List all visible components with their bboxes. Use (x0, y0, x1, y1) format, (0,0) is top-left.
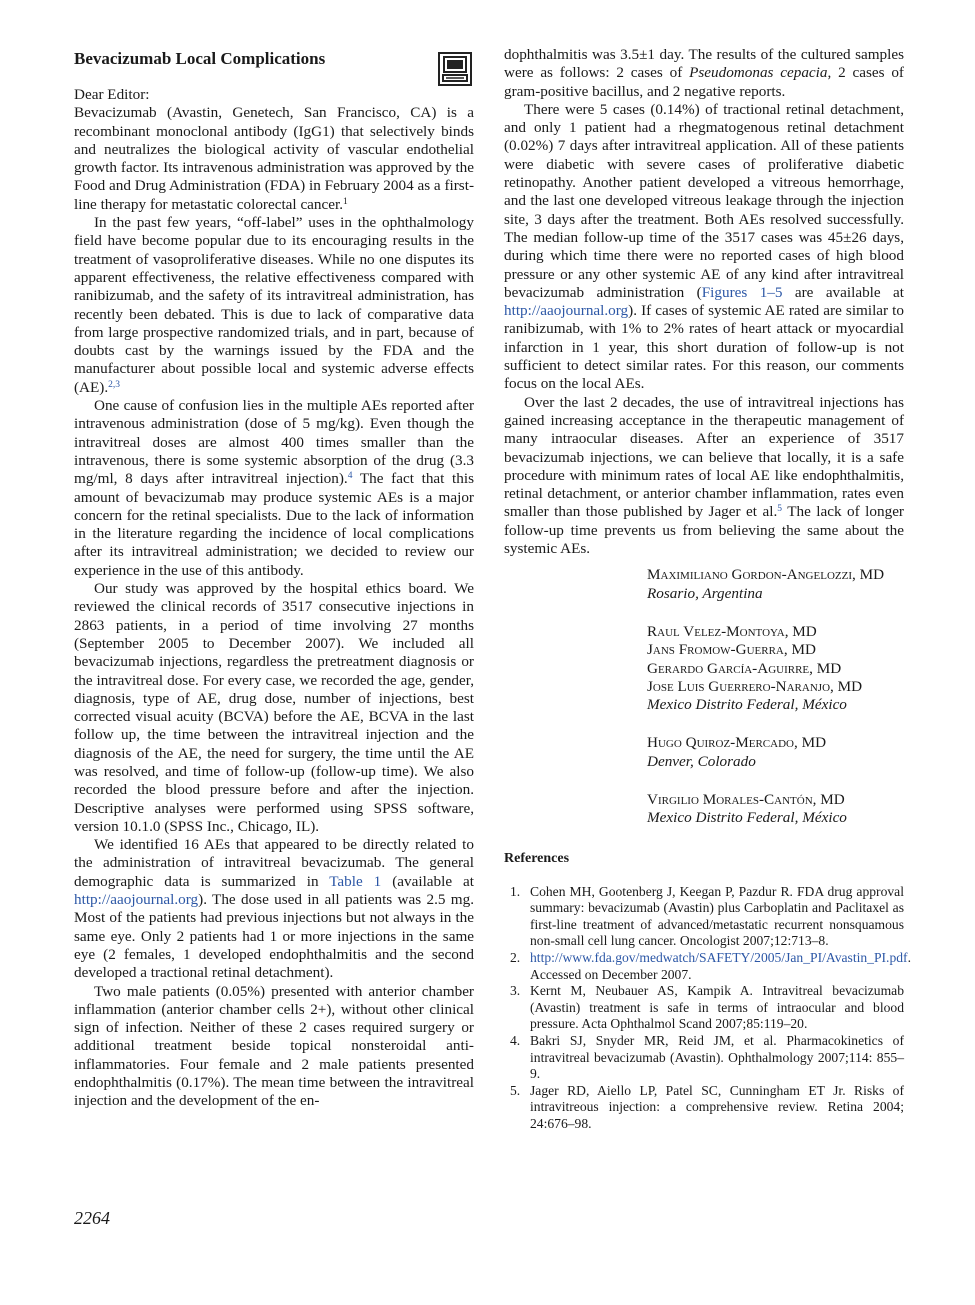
reference-item: 1. Cohen MH, Gootenberg J, Keegan P, Pazdur R. FDA drug approval summary: bevacizumab (Avastin) plus Carboplatin and Paclitaxel as first-line treatment of advanced/metastatic recurrent nonsquamous non-small cell lung cancer. Oncologist 2007;12:713–8. (510, 883, 904, 949)
paragraph: Our study was approved by the hospital ethics board. We reviewed the clinical records of 3517 consecutive injections in 2863 patients, in a period of time involving 27 months (September 2005 to December 2007). We included all bevacizumab injections, regardless the pretreatment diagnosis or the intravitreal dose. For every case, we recorded the age, gender, diagnosis, type of AE, drug dose, number of injections, best corrected visual acuity (BCVA) before the AE, BCVA in the last follow up, the time between the intravitreal injection and the diagnosis of the AE, the need for surgery, the time until the AE was resolved, and time of follow-up (follow-up time). We also recorded the blood pressure before and after the injection. Descriptive analyses were performed using SPSS software, version 10.1.0 (SPSS Inc., Chicago, IL). (74, 580, 474, 835)
author-location: Rosario, Argentina (647, 584, 763, 602)
reference-item: 5. Jager RD, Aiello LP, Patel SC, Cunningham ET Jr. Risks of intravitreous injection: a comprehensive review. Retina 2004; 24:676–98. (510, 1082, 904, 1131)
citation-link[interactable]: 5 (777, 504, 782, 515)
paragraph: We identified 16 AEs that appeared to be directly related to the administration of intravitreal bevacizumab. The general demographic data is summarized in Table 1 (available at http://aaojournal.org). The dose used in all patients was 2.5 mg. Most of the patients had previous injections but not always in the same eye. Only 2 patients had 1 or more injections in the same eye (2 females, 1 developed endophthalmitis and the second developed a tractional retinal detachment). (74, 836, 475, 982)
author-location: Mexico Distrito Federal, México (647, 809, 847, 827)
reference-item: 2. http://www.fda.gov/medwatch/SAFETY/2005/Jan_PI/Avastin_PI.pdf. Accessed on December 2007. (510, 949, 911, 982)
author-name: Raul Velez-Montoya (647, 622, 785, 640)
signature-block: Maximiliano Gordon-Angelozzi, MD Rosario, Argentina Raul Velez-Montoya, MD Jans Fromow-Guerra, MD Gerardo García-Aguirre, MD Jose Luis Guerrero-Naranjo, MD Mexico Distrito Federal, México Hugo Quiroz-Mercado, MD Denver, Colorado Virgilio Morales-Cantón, MD Mexico Distrito Federal, México (647, 566, 904, 827)
paragraph: There were 5 cases (0.14%) of tractional retinal detachment, and only 1 patient had a rhegmatogenous retinal detachment (0.02%) 7 days after intravitreal application. All of these patients were diabetic with severe cases of proliferative diabetic retinopathy. Another patient developed a vitreous hemorrhage, and the last one developed vitreous leakage through the injection site, 3 days after the treatment. Both AEs resolved successfully. The median follow-up time of the 3517 cases was 45±26 days, during which time there were no reported cases of high blood pressure or any other systemic AE of any kind after intravitreal bevacizumab administration (Figures 1–5 are available at http://aaojournal.org). If cases of systemic AE rated are similar to ranibizumab, with 1% to 2% rates of heart attack or myocardial infarction in 1 year, this short duration of follow-up is not sufficient to detect similar rates. For this reason, our comments focus on the local AEs. (504, 100, 904, 393)
author-name: Jose Luis Guerrero-Naranjo (647, 677, 831, 695)
author-name: Maximiliano Gordon-Angelozzi (647, 566, 852, 584)
paragraph: Over the last 2 decades, the use of intravitreal injections has gained increasing acceptance in the therapeutic management of many intraocular diseases. After an experience of 3517 bevacizumab injections, we can believe that locally, it is a safe procedure with minimum rates of local AE like endophthalmitis, retinal detachment, or anterior chamber inflammation, rates even smaller than those published by Jager et al.$^5$ The lack of longer follow-up time prevents us from believing the same about the systemic AEs. (504, 393, 904, 558)
paragraph: Two male patients (0.05%) presented with anterior chamber inflammation (anterior chamber cells 2+), without other clinical sign of infection. Neither of these 2 cases required surgery or additional treatment beside topical nonsteroidal anti-inflammatories. Four female and 2 male patients presented endophthalmitis (0.17%). The mean time between the intravitreal injection and the development of the en- (74, 982, 474, 1110)
references-list (504, 883, 911, 1133)
paragraph: dophthalmitis was 3.5±1 day. The results of the cultured samples were as follows: 2 cases of Pseudomonas cepacia, 2 cases of gram-positive bacillus, and 2 negative reports. (504, 46, 904, 100)
left-column (74, 46, 474, 1111)
article-title: Bevacizumab Local Complications (74, 49, 326, 68)
author-location: Mexico Distrito Federal, México (647, 696, 847, 714)
citation-link[interactable]: 2,3 (108, 379, 121, 390)
paragraph: In the past few years, “off-label” uses in the ophthalmology field have become popular due to its encouraging results in the treatment of vasoproliferative diseases. While no one disputes its apparent effectiveness, the relative effectiveness compared with ranibizumab, and the safety of its intravitreal administration, has recently been debated. This is due to lack of comparative data from large prospective randomized trials, and in part, because of doubts cast by the warnings issued by the FDA and the manufacturer about possible local and systemic adverse effects (AE).$^{2,3}$ (74, 214, 474, 396)
computer-monitor-icon (438, 52, 472, 86)
journal-url-link[interactable]: http://aaojournal.org (504, 302, 629, 320)
author-location: Denver, Colorado (647, 752, 756, 770)
author-name: Jans Fromow-Guerra (647, 641, 784, 659)
author-name: Hugo Quiroz-Mercado (647, 734, 794, 752)
title-row (74, 46, 474, 86)
paragraph: Bevacizumab (Avastin, Genetech, San Francisco, CA) is a recombinant monoclonal antibody (IgG1) that selectively binds and neutralizes the biological activity of vascular endothelial growth factor. Its intravenous administration was approved by the Food and Drug Administration (FDA) in February 2004 as a first-line therapy for metastatic colorectal cancer.$^1$ (74, 104, 474, 213)
table-1-link[interactable]: Table 1 (329, 872, 382, 890)
paragraph: One cause of confusion lies in the multiple AEs reported after intravenous administration (dose of 5 mg/kg). Even though the intravitreal doses are almost 400 times smaller than the intravenous, there is some systemic absorption of the drug (3.3 mg/ml, 8 days after intravitreal injection).$^4$ The fact that this amount of bevacizumab may produce systemic AEs is a major concern for the retinal specialists. Due to the lack of information in the literature regarding the incidence of local complications after its intravitreal administration; we decided to review our experience in the use of this antibody. (74, 397, 474, 579)
fda-url-link[interactable]: http://www.fda.gov/medwatch/SAFETY/2005/Jan_PI/Avastin_PI.pdf (530, 949, 908, 965)
references-heading: References (504, 850, 570, 866)
right-column (504, 46, 911, 1132)
page-number: 2264 (74, 1208, 110, 1228)
author-name: Gerardo García-Aguirre (647, 659, 810, 677)
figures-link[interactable]: Figures 1–5 (701, 283, 783, 301)
reference-item: 3. Kernt M, Neubauer AS, Kampik A. Intravitreal bevacizumab (Avastin) treatment is safe in terms of intraocular and blood pressure. Acta Ophthalmol Scand 2007;85:119–20. (510, 983, 904, 1032)
reference-item: 4. Bakri SJ, Snyder MR, Reid JM, et al. Pharmacokinetics of intravitreal bevacizumab (Avastin). Ophthalmology 2007;114: 855–9. (510, 1032, 904, 1082)
citation-link[interactable]: 4 (347, 471, 353, 482)
salutation: Dear Editor: (74, 86, 150, 103)
journal-url-link[interactable]: http://aaojournal.org (74, 891, 199, 909)
citation: 1 (343, 196, 348, 207)
author-name: Virgilio Morales-Cantón (647, 790, 813, 808)
